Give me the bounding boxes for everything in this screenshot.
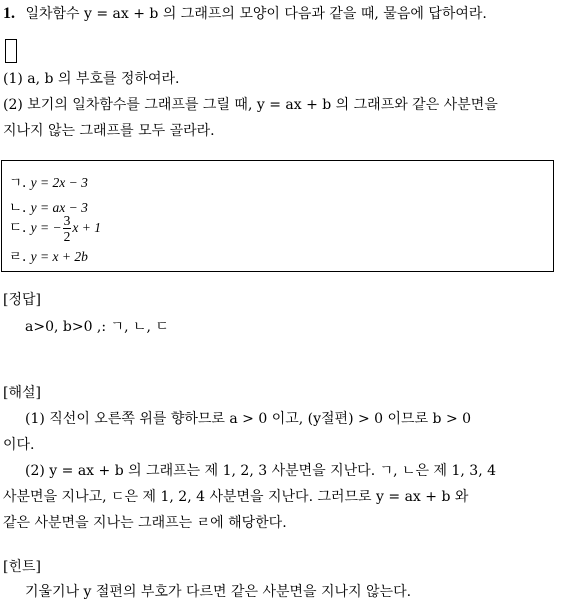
figure-placeholder	[5, 39, 17, 63]
question-1: (1) a, b 의 부호를 정하여라.	[3, 71, 180, 87]
explanation-p1-line-2: 이다.	[3, 437, 35, 453]
choice-label: ㄷ.	[9, 220, 27, 236]
choice-item	[9, 245, 88, 265]
question-2-line-1: (2) 보기의 일차함수를 그래프를 그릴 때, y = ax + b 의 그래프와 같은 사분면을	[3, 97, 498, 113]
answer-heading: [정답]	[3, 292, 41, 308]
choice-label: ㄴ.	[9, 200, 27, 216]
explanation-p2-line-2: 사분면을 지나고, ㄷ은 제 1, 2, 4 사분면을 지난다. 그러므로 y = ax + b 와	[3, 489, 469, 505]
choice-item	[9, 213, 101, 244]
choice-expression: y = ax − 3	[30, 200, 88, 215]
fraction-numerator: 3	[63, 213, 71, 228]
fraction	[63, 213, 72, 244]
explanation-p2-line-3: 같은 사분면을 지나는 그래프는 ㄹ에 해당한다.	[3, 515, 287, 531]
choice-item	[9, 171, 88, 191]
choice-expression: y = x + 2b	[30, 249, 88, 264]
choice-label: ㄱ.	[9, 175, 27, 191]
question-2-line-2: 지나지 않는 그래프를 모두 골라라.	[3, 123, 215, 139]
fraction-denominator: 2	[63, 229, 71, 244]
problem-number: 1.	[3, 5, 15, 22]
explanation-p2-line-1: (2) y = ax + b 의 그래프는 제 1, 2, 3 사분면을 지난다. ㄱ, ㄴ은 제 1, 3, 4	[25, 463, 497, 479]
problem-stem: 일차함수 y = ax + b 의 그래프의 모양이 다음과 같을 때, 물음에 답하여라.	[25, 6, 487, 22]
choice-expression-prefix: y = −	[30, 220, 62, 235]
answer-text: a>0, b>0 ,: ㄱ, ㄴ, ㄷ	[25, 319, 169, 335]
choice-expression-suffix: x + 1	[72, 220, 101, 235]
explanation-heading: [해설]	[3, 385, 41, 401]
explanation-p1-line-1: (1) 직선이 오른쪽 위를 향하므로 a > 0 이고, (y절편) > 0 이므로 b > 0	[25, 411, 472, 427]
hint-heading: [힌트]	[3, 559, 41, 575]
problem-header	[3, 5, 487, 23]
choices-box	[1, 160, 554, 272]
hint-text: 기울기나 y 절편의 부호가 다르면 같은 사분면을 지나지 않는다.	[25, 584, 412, 600]
choice-label: ㄹ.	[9, 249, 27, 265]
choice-expression: y = 2x − 3	[30, 175, 88, 190]
